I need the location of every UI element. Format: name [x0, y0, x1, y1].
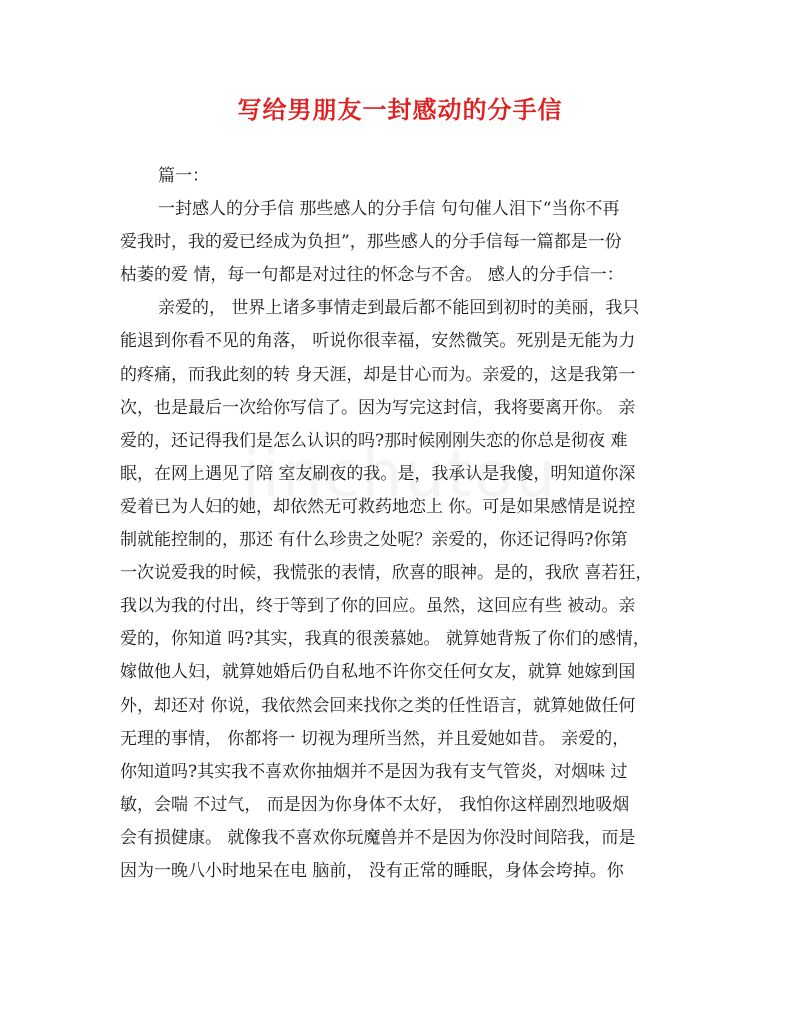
- section-label: 篇一：: [158, 166, 209, 186]
- paragraph-line: 制就能控制的，那还 有什么珍贵之处呢？亲爱的，你还记得吗?你第: [120, 530, 628, 551]
- paragraph-line: 次，也是最后一次给你写信了。因为写完这封信，我将要离开你。 亲: [120, 397, 636, 418]
- paragraph-line: 无理的事情， 你都将一 切视为理所当然，并且爱她如昔。 亲爱的，: [120, 728, 630, 749]
- paragraph-line: 爱着已为人妇的她，却依然无可救药地恋上 你。可是如果感情是说控: [120, 496, 636, 517]
- paragraph-line: 眠，在网上遇见了陪 室友刷夜的我。是，我承认是我傻，明知道你深: [120, 463, 636, 484]
- paragraph-line: 因为一晚八小时地呆在电 脑前， 没有正常的睡眠，身体会垮掉。你: [120, 860, 624, 881]
- paragraph-line: 你知道吗?其实我不喜欢你抽烟并不是因为我有支气管炎，对烟味 过: [120, 761, 628, 782]
- paragraph-line: 一次说爱我的时候，我慌张的表情，欣喜的眼神。是的，我欣 喜若狂，: [120, 563, 653, 584]
- paragraph-line: 爱的，你知道 吗?其实，我真的很羡慕她。 就算她背叛了你们的感情，: [120, 629, 650, 650]
- paragraph-line: 我以为我的付出，终于等到了你的回应。虽然，这回应有些 被动。亲: [120, 596, 636, 617]
- letter-body: [120, 160, 680, 888]
- page-title: 写给男朋友一封感动的分手信: [237, 95, 563, 124]
- paragraph-line: 爱我时，我的爱已经成为负担”，那些感人的分手信每一篇都是一份: [120, 232, 622, 253]
- paragraph-line: 外，却还对 你说，我依然会回来找你之类的任性语言，就算她做任何: [120, 695, 636, 716]
- paragraph-line: 能退到你看不见的角落， 听说你很幸福，安然微笑。死别是无能为力: [120, 331, 636, 352]
- paragraph-line: 嫁做他人妇，就算她婚后仍自私地不许你交任何女友，就算 她嫁到国: [120, 662, 636, 683]
- paragraph-line: 的疼痛，而我此刻的转 身天涯，却是甘心而为。亲爱的，这是我第一: [120, 364, 636, 385]
- paragraph-line: 亲爱的， 世界上诸多事情走到最后都不能回到初时的美丽，我只: [158, 298, 640, 319]
- paragraph-line: 枯萎的爱 情，每一句都是对过往的怀念与不舍。 感人的分手信一：: [120, 265, 624, 286]
- paragraph-line: 会有损健康。 就像我不喜欢你玩魔兽并不是因为你没时间陪我，而是: [120, 827, 636, 848]
- paragraph-line: 一封感人的分手信 那些感人的分手信 句句催人泪下“当你不再: [158, 199, 620, 220]
- paragraph-line: 敏，会喘 不过气， 而是因为你身体不太好， 我怕你这样剧烈地吸烟: [120, 794, 630, 815]
- paragraph-line: 爱的，还记得我们是怎么认识的吗?那时候刚刚失恋的你总是彻夜 难: [120, 430, 628, 451]
